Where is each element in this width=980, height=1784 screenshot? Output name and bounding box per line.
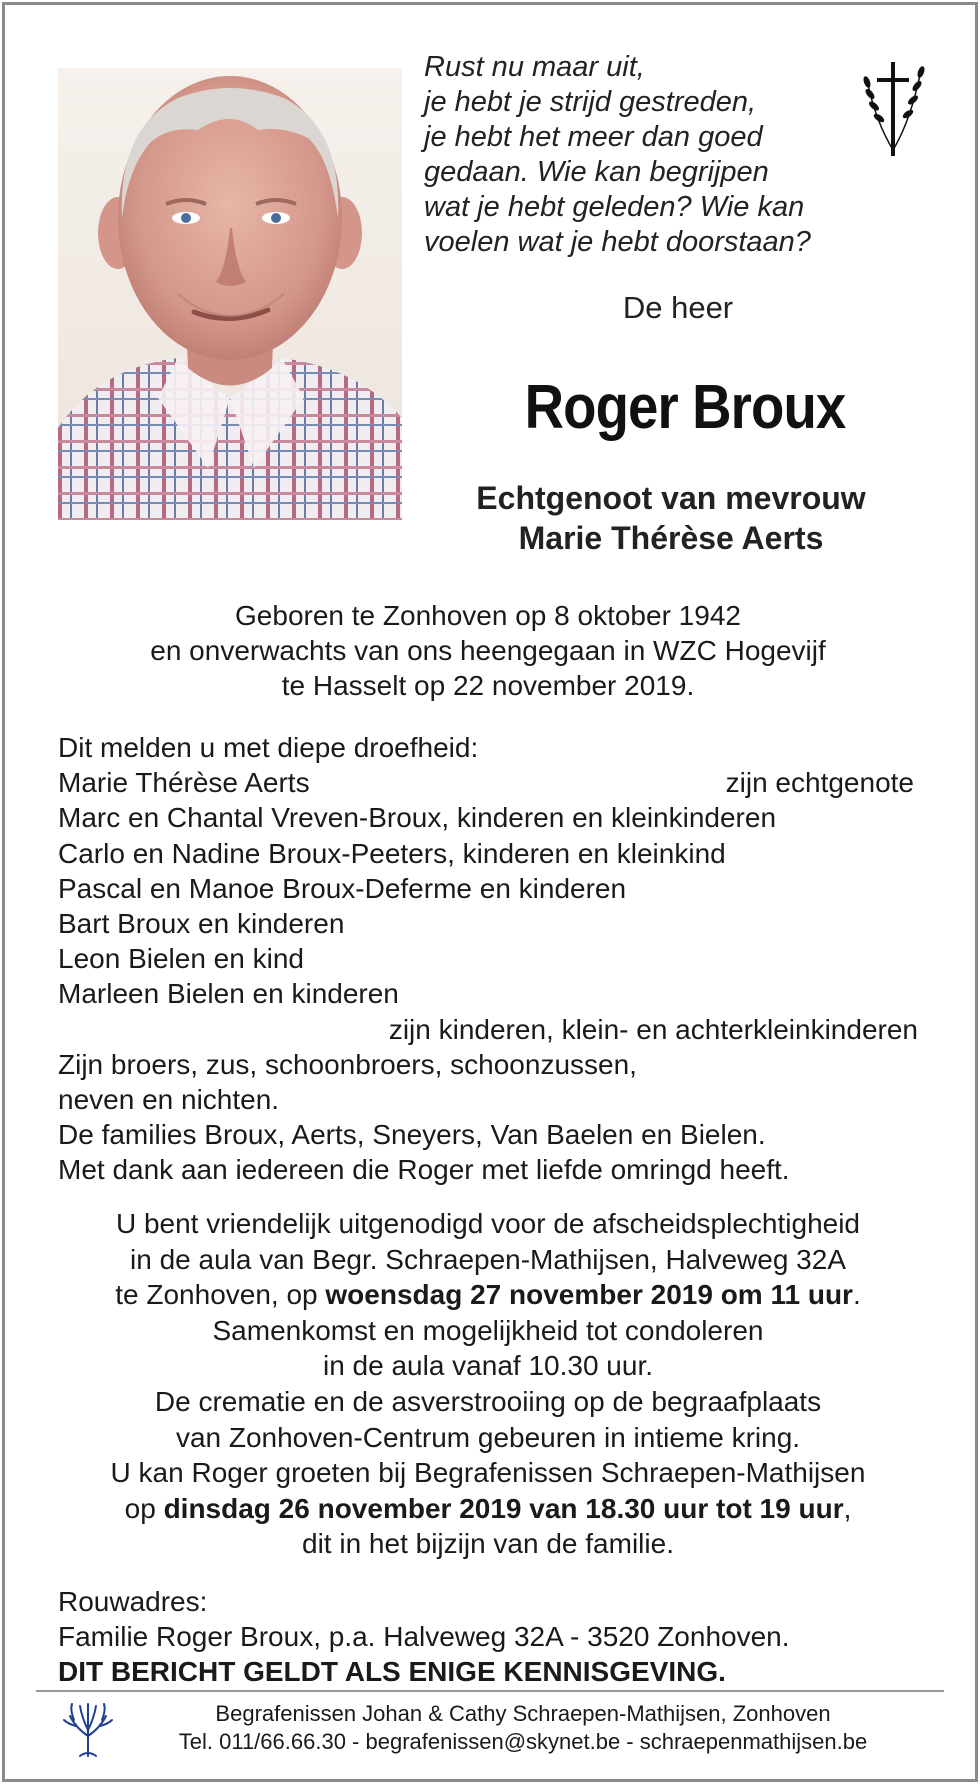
cross-wheat-icon — [855, 60, 931, 160]
born-line: Geboren te Zonhoven op 8 oktober 1942 — [235, 600, 741, 631]
family-line: Carlo en Nadine Broux-Peeters, kinderen en kleinkind — [58, 837, 726, 869]
poem-line: gedaan. Wie kan begrijpen — [424, 156, 769, 188]
family-extra-line: De families Broux, Aerts, Sneyers, Van Baelen en Bielen. — [58, 1119, 766, 1151]
family-extra-line: Zijn broers, zus, schoonbroers, schoonzussen, — [58, 1048, 637, 1080]
ceremony-line: dit in het bijzijn van de familie. — [302, 1528, 674, 1560]
family-row — [58, 765, 928, 800]
born-line: en onverwachts van ons heengegaan in WZC Hogevijf — [150, 635, 826, 666]
tree-logo-icon — [62, 1700, 114, 1758]
footer-divider — [36, 1690, 944, 1692]
ceremony-text: te Zonhoven, op — [115, 1279, 326, 1311]
poem-line: Rust nu maar uit, — [424, 51, 645, 83]
ceremony-line: U bent vriendelijk uitgenodigd voor de afscheidsplechtigheid — [115, 1208, 861, 1239]
poem — [424, 50, 864, 260]
poem-line: wat je hebt geleden? Wie kan — [424, 191, 805, 223]
poem-line: je hebt het meer dan goed — [424, 121, 763, 153]
ceremony-date: woensdag 27 november 2019 om 11 uur — [325, 1279, 853, 1311]
family-row — [58, 1012, 928, 1047]
wife-role: zijn echtgenote — [725, 767, 914, 799]
ceremony-text: , — [843, 1492, 852, 1524]
footer-company: Begrafenissen Johan & Cathy Schraepen-Mathijsen, Zonhoven — [215, 1701, 831, 1726]
spouse-line: Marie Thérèse Aerts — [518, 520, 824, 556]
birth-death-block — [58, 598, 918, 703]
ceremony-line: in de aula vanaf 10.30 uur. — [322, 1350, 654, 1382]
family-extra-line: Met dank aan iedereen die Roger met liefde omringd heeft. — [58, 1154, 790, 1186]
ceremony-line — [50, 1491, 926, 1527]
salutation: De heer — [622, 290, 734, 325]
poem-line: voelen wat je hebt doorstaan? — [424, 226, 811, 258]
footer-contact: Tel. 011/66.66.30 - begrafenissen@skynet.be - schraepenmathijsen.be — [178, 1729, 868, 1754]
footer-text — [120, 1700, 926, 1756]
ceremony-line — [50, 1277, 926, 1313]
spouse-line: Echtgenoot van mevrouw — [476, 480, 866, 516]
family-line: Bart Broux en kinderen — [58, 907, 345, 939]
visitation-date: dinsdag 26 november 2019 van 18.30 uur tot 19 uur — [163, 1492, 844, 1524]
portrait-photo — [58, 68, 402, 520]
wife-name: Marie Thérèse Aerts — [58, 767, 310, 799]
family-line: Marleen Bielen en kinderen — [58, 978, 399, 1010]
family-line: Pascal en Manoe Broux-Deferme en kinderen — [58, 872, 627, 904]
family-line: Leon Bielen en kind — [58, 943, 304, 975]
family-extra-line: neven en nichten. — [58, 1083, 280, 1115]
address-line: Familie Roger Broux, p.a. Halveweg 32A - 3520 Zonhoven. — [58, 1621, 790, 1652]
born-line: te Hasselt op 22 november 2019. — [281, 670, 695, 701]
address-label: Rouwadres: — [58, 1586, 208, 1617]
ceremony-line: in de aula van Begr. Schraepen-Mathijsen, Halveweg 32A — [130, 1243, 846, 1275]
ceremony-block — [50, 1206, 926, 1562]
ceremony-line: Samenkomst en mogelijkheid tot condoleren — [212, 1314, 764, 1346]
ceremony-text: op — [124, 1492, 164, 1524]
spouse-block — [428, 478, 914, 558]
family-block — [58, 730, 928, 1187]
deceased-name: Roger Broux — [524, 373, 846, 442]
children-role: zijn kinderen, klein- en achterkleinkinderen — [388, 1013, 918, 1045]
family-intro: Dit melden u met diepe droefheid: — [58, 732, 479, 763]
ceremony-line: De crematie en de asverstrooiing op de begraafplaats — [154, 1385, 822, 1417]
poem-line: je hebt je strijd gestreden, — [424, 86, 757, 118]
ceremony-text: . — [852, 1279, 861, 1311]
ceremony-line: van Zonhoven-Centrum gebeuren in intieme kring. — [175, 1421, 801, 1453]
address-block — [58, 1584, 928, 1689]
notice: DIT BERICHT GELDT ALS ENIGE KENNISGEVING. — [58, 1656, 726, 1687]
ceremony-line: U kan Roger groeten bij Begrafenissen Schraepen-Mathijsen — [110, 1457, 866, 1489]
family-line: Marc en Chantal Vreven-Broux, kinderen en kleinkinderen — [58, 802, 777, 834]
